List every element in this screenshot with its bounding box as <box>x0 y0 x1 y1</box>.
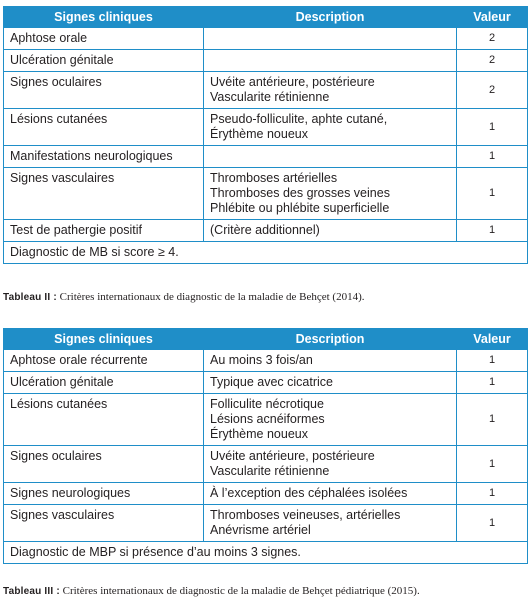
header-valeur: Valeur <box>457 329 528 350</box>
description-line: À l’exception des céphalées isolées <box>210 486 408 500</box>
description-line: Thromboses des grosses veines <box>210 186 390 200</box>
cell-valeur: 2 <box>457 50 528 72</box>
cell-valeur: 1 <box>457 394 528 446</box>
cell-description <box>204 50 457 72</box>
cell-signe: Ulcération génitale <box>4 50 204 72</box>
description-line: Anévrisme artériel <box>210 523 311 537</box>
cell-signe: Signes oculaires <box>4 72 204 109</box>
cell-signe: Signes vasculaires <box>4 168 204 220</box>
description-line: Thromboses veineuses, artérielles <box>210 508 401 522</box>
description-line: Pseudo-folliculite, aphte cutané, <box>210 112 388 126</box>
criteria-table-2015 <box>3 328 528 564</box>
cell-valeur: 2 <box>457 72 528 109</box>
cell-description <box>204 28 457 50</box>
description-line: Érythème noueux <box>210 427 308 441</box>
cell-description <box>204 394 457 446</box>
cell-description <box>204 109 457 146</box>
cell-description <box>204 72 457 109</box>
cell-valeur: 1 <box>457 220 528 242</box>
cell-signe: Signes vasculaires <box>4 505 204 542</box>
cell-signe: Ulcération génitale <box>4 372 204 394</box>
cell-description <box>204 372 457 394</box>
cell-signe: Lésions cutanées <box>4 109 204 146</box>
caption-text: Critères internationaux de diagnostic de la maladie de Behçet (2014). <box>56 291 365 303</box>
cell-valeur: 1 <box>457 505 528 542</box>
table-row <box>4 146 528 168</box>
table-row <box>4 483 528 505</box>
table-footer-row <box>4 542 528 564</box>
table-header-row <box>4 7 528 28</box>
caption-label: Tableau II : <box>3 292 57 303</box>
cell-description <box>204 220 457 242</box>
table-row <box>4 50 528 72</box>
cell-description <box>204 505 457 542</box>
cell-valeur: 1 <box>457 350 528 372</box>
description-line: Érythème noueux <box>210 127 308 141</box>
cell-signe: Signes oculaires <box>4 446 204 483</box>
cell-signe: Lésions cutanées <box>4 394 204 446</box>
criteria-table-2014 <box>3 6 528 264</box>
table-row <box>4 505 528 542</box>
cell-valeur: 1 <box>457 372 528 394</box>
table-row <box>4 372 528 394</box>
cell-valeur: 1 <box>457 168 528 220</box>
table-row <box>4 168 528 220</box>
caption-label: Tableau III : <box>3 586 60 597</box>
caption-text: Critères internationaux de diagnostic de la maladie de Behçet pédiatrique (2015). <box>59 585 420 597</box>
description-line: Uvéite antérieure, postérieure <box>210 75 375 89</box>
cell-signe: Signes neurologiques <box>4 483 204 505</box>
description-line: (Critère additionnel) <box>210 223 320 237</box>
table-row <box>4 109 528 146</box>
cell-signe: Manifestations neurologiques <box>4 146 204 168</box>
table-header-row <box>4 329 528 350</box>
description-line: Typique avec cicatrice <box>210 375 333 389</box>
header-valeur: Valeur <box>457 7 528 28</box>
table-row <box>4 28 528 50</box>
diagnostic-note: Diagnostic de MB si score ≥ 4. <box>4 242 528 264</box>
table-row <box>4 446 528 483</box>
header-description: Description <box>204 329 457 350</box>
table-row <box>4 350 528 372</box>
table-row <box>4 394 528 446</box>
table-caption <box>3 291 364 303</box>
cell-valeur: 1 <box>457 483 528 505</box>
cell-description <box>204 350 457 372</box>
cell-valeur: 2 <box>457 28 528 50</box>
description-line: Vascularite rétinienne <box>210 464 330 478</box>
table-row <box>4 220 528 242</box>
header-description: Description <box>204 7 457 28</box>
description-line: Au moins 3 fois/an <box>210 353 313 367</box>
cell-signe: Aphtose orale <box>4 28 204 50</box>
cell-signe: Test de pathergie positif <box>4 220 204 242</box>
table-caption <box>3 585 420 597</box>
cell-valeur: 1 <box>457 109 528 146</box>
cell-description <box>204 446 457 483</box>
cell-signe: Aphtose orale récurrente <box>4 350 204 372</box>
header-signes-cliniques: Signes cliniques <box>4 329 204 350</box>
header-signes-cliniques: Signes cliniques <box>4 7 204 28</box>
cell-description <box>204 483 457 505</box>
cell-valeur: 1 <box>457 446 528 483</box>
description-line: Thromboses artérielles <box>210 171 338 185</box>
description-line: Uvéite antérieure, postérieure <box>210 449 375 463</box>
diagnostic-note: Diagnostic de MBP si présence d’au moins 3 signes. <box>4 542 528 564</box>
description-line: Lésions acnéiformes <box>210 412 325 426</box>
table-footer-row <box>4 242 528 264</box>
cell-description <box>204 146 457 168</box>
description-line: Phlébite ou phlébite superficielle <box>210 201 390 215</box>
description-line: Folliculite nécrotique <box>210 397 324 411</box>
table-row <box>4 72 528 109</box>
cell-description <box>204 168 457 220</box>
description-line: Vascularite rétinienne <box>210 90 330 104</box>
cell-valeur: 1 <box>457 146 528 168</box>
